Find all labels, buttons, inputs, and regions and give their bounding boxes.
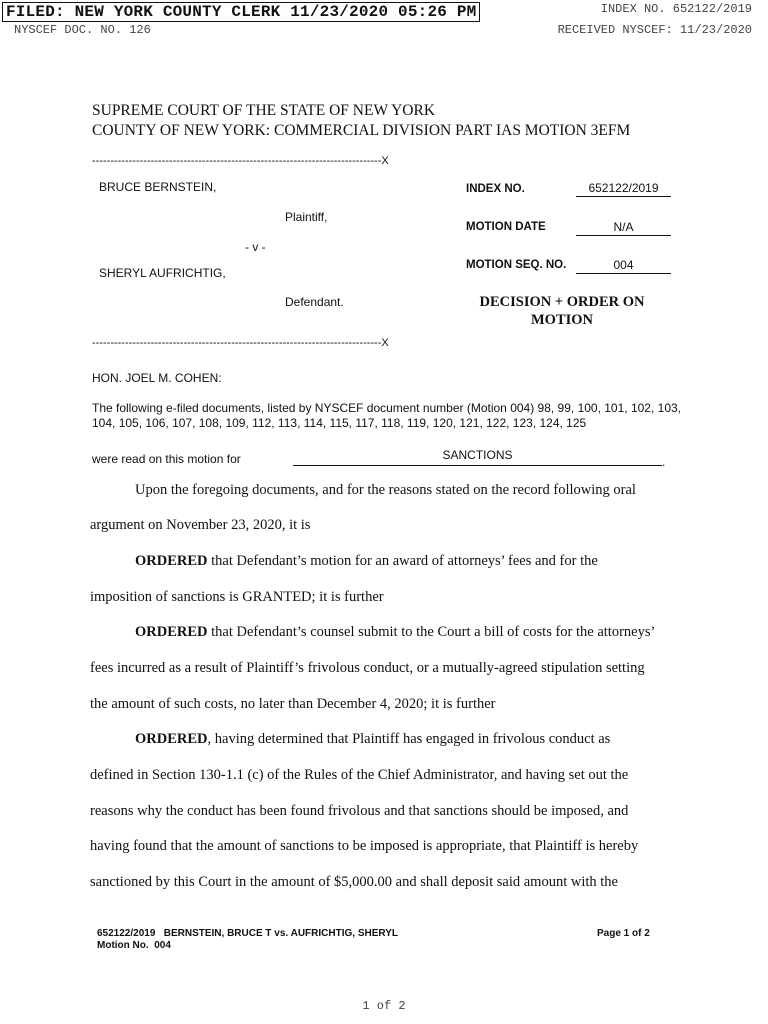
header-doc-number: NYSCEF DOC. NO. 126 xyxy=(14,23,151,37)
judge-name: HON. JOEL M. COHEN: xyxy=(92,371,222,385)
court-county-part: COUNTY OF NEW YORK: COMMERCIAL DIVISION PART IAS MOTION 3EFM xyxy=(92,122,631,139)
caption-divider-bottom: -------------------------------------------------------------------------------X xyxy=(92,337,389,349)
body-paragraph-4-line-1 xyxy=(135,731,610,748)
footer-motion-line: Motion No. 004 xyxy=(97,940,171,951)
motion-seq-label: MOTION SEQ. NO. xyxy=(466,259,567,271)
body-paragraph-3-line-3: the amount of such costs, no later than December 4, 2020; it is further xyxy=(90,696,496,712)
defendant-name: SHERYL AUFRICHTIG, xyxy=(99,266,226,280)
defendant-role: Defendant. xyxy=(285,295,344,309)
versus-label: - v - xyxy=(245,240,266,254)
efiled-documents-text: The following e-filed documents, listed by NYSCEF document number (Motion 004) 98, 99, 100, 101, 102, 103, 104, 105, 106, 107, 108, 109, 112, 113, 114, 115, 117, 118, 119, 120, 121, 122, 123, 124, 125 xyxy=(92,401,681,430)
court-name: SUPREME COURT OF THE STATE OF NEW YORK xyxy=(92,102,436,119)
body-paragraph-3-line-1 xyxy=(135,624,655,641)
body-paragraph-4-line-4: having found that the amount of sanctions to be imposed is appropriate, that Plaintiff is hereby xyxy=(90,838,639,854)
ordered-keyword: ORDERED xyxy=(135,731,208,747)
filed-stamp: FILED: NEW YORK COUNTY CLERK 11/23/2020 05:26 PM xyxy=(2,2,480,22)
body-paragraph-3-line-2: fees incurred as a result of Plaintiff’s frivolous conduct, or a mutually-agreed stipulation setting xyxy=(90,660,645,676)
decision-title: DECISION + ORDER ON MOTION xyxy=(479,294,645,328)
body-paragraph-4-line-2: defined in Section 130-1.1 (c) of the Rules of the Chief Administrator, and having set out the xyxy=(90,767,629,783)
ordered-keyword: ORDERED xyxy=(135,553,208,569)
header-index-number: INDEX NO. 652122/2019 xyxy=(600,2,752,16)
body-paragraph-4-line-3: reasons why the conduct has been found frivolous and that sanctions should be imposed, and xyxy=(90,803,629,819)
caption-divider-top: -------------------------------------------------------------------------------X xyxy=(92,155,389,167)
body-paragraph-1-line-2: argument on November 23, 2020, it is xyxy=(90,517,311,533)
motion-date-value: N/A xyxy=(576,220,671,236)
body-paragraph-2-line-1 xyxy=(135,553,598,570)
footer-case-info xyxy=(97,928,398,952)
ordered-keyword: ORDERED xyxy=(135,624,208,640)
page-counter: 1 of 2 xyxy=(362,999,406,1013)
footer-page-of: Page 1 of 2 xyxy=(597,928,650,939)
motion-date-label: MOTION DATE xyxy=(466,221,546,233)
body-text: , having determined that Plaintiff has engaged in frivolous conduct as xyxy=(207,731,611,747)
motion-seq-value: 004 xyxy=(576,258,671,274)
body-text: that Defendant’s motion for an award of attorneys’ fees and for the xyxy=(207,553,598,569)
read-on-label: were read on this motion for xyxy=(92,452,241,466)
index-number-label: INDEX NO. xyxy=(466,183,525,195)
plaintiff-name: BRUCE BERNSTEIN, xyxy=(99,180,217,194)
plaintiff-role: Plaintiff, xyxy=(285,210,328,224)
index-number-value: 652122/2019 xyxy=(576,181,671,197)
body-text: that Defendant’s counsel submit to the Court a bill of costs for the attorneys’ xyxy=(207,624,656,640)
body-paragraph-4-line-5: sanctioned by this Court in the amount of $5,000.00 and shall deposit said amount with the xyxy=(90,874,618,890)
motion-purpose-value: SANCTIONS xyxy=(293,448,662,466)
header-received-date: RECEIVED NYSCEF: 11/23/2020 xyxy=(557,23,752,37)
footer-case-line: 652122/2019 BERNSTEIN, BRUCE T vs. AUFRICHTIG, SHERYL xyxy=(97,928,399,939)
body-paragraph-2-line-2: imposition of sanctions is GRANTED; it is further xyxy=(90,589,384,605)
motion-purpose-period: . xyxy=(662,455,666,469)
body-paragraph-1-line-1: Upon the foregoing documents, and for the reasons stated on the record following oral xyxy=(135,482,636,498)
